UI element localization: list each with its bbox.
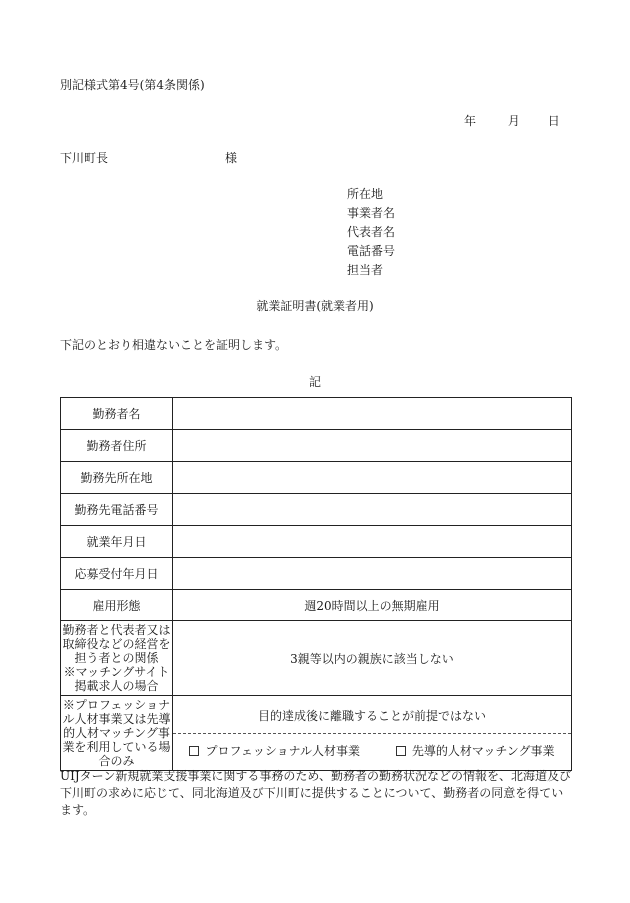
- table-row: [61, 430, 572, 462]
- form-number: 別記様式第4号(第4条関係): [60, 78, 205, 92]
- relation-label-line: 掲載求人の場合: [74, 679, 159, 693]
- relation-label: [61, 621, 173, 696]
- row-label: 勤務者住所: [61, 430, 173, 462]
- checkbox-icon[interactable]: [396, 746, 406, 756]
- option-label: 先導的人材マッチング事業: [411, 743, 555, 758]
- option-label: プロフェッショナル人材事業: [205, 743, 361, 758]
- employment-type-value: 週20時間以上の無期雇用: [173, 590, 572, 621]
- professional-label-line: ※プロフェッショナ: [62, 698, 171, 712]
- addressee: [60, 149, 238, 166]
- date-day-label: 日: [547, 114, 560, 128]
- professional-label-line: 的人材マッチング事: [63, 726, 170, 740]
- applicant-field: 代表者名: [347, 225, 396, 239]
- professional-label-line: ル人材事業又は先導: [62, 712, 171, 726]
- applicant-field: 事業者名: [347, 206, 396, 220]
- table-row: [61, 526, 572, 558]
- applicant-field: 所在地: [347, 187, 384, 201]
- table-row: [61, 494, 572, 526]
- table-row: [61, 621, 572, 696]
- row-label: 応募受付年月日: [61, 558, 173, 590]
- date-month-label: 月: [507, 114, 520, 128]
- table-row: [61, 398, 572, 430]
- row-label: 勤務先所在地: [61, 462, 173, 494]
- table-row: [61, 590, 572, 621]
- applicant-field: 電話番号: [347, 244, 396, 258]
- table-row: [61, 696, 572, 771]
- date-year-label: 年: [464, 114, 477, 128]
- relation-label-line: 担う者との関係: [74, 651, 159, 665]
- row-value[interactable]: [173, 398, 572, 430]
- row-value[interactable]: [173, 462, 572, 494]
- relation-label-line: 勤務者と代表者又は: [62, 623, 171, 637]
- date-line: [464, 112, 560, 129]
- row-label: 勤務先電話番号: [61, 494, 173, 526]
- row-value[interactable]: [173, 430, 572, 462]
- consent-text: UIJターン新規就業支援事業に関する事務のため、勤務者の勤務状況などの情報を、北海道及び下川町の求めに応じて、同北海道及び下川町に提供することについて、勤務者の同意を得ています。: [60, 769, 571, 817]
- row-label: 就業年月日: [61, 526, 173, 558]
- professional-label-line: 合のみ: [98, 754, 135, 768]
- document-title: 就業証明書(就業者用): [256, 299, 374, 313]
- applicant-fields: [347, 185, 395, 280]
- certificate-table: [60, 397, 572, 771]
- professional-options: [173, 734, 571, 768]
- table-row: [61, 558, 572, 590]
- row-value[interactable]: [173, 558, 572, 590]
- option-leading-matching[interactable]: [396, 734, 555, 768]
- addressee-suffix: 様: [225, 151, 238, 165]
- addressee-name: 下川町長: [60, 151, 109, 165]
- intro-text: 下記のとおり相違ないことを証明します。: [60, 338, 288, 352]
- applicant-field: 担当者: [347, 263, 384, 277]
- ki-heading: 記: [308, 375, 321, 389]
- checkbox-icon[interactable]: [189, 746, 199, 756]
- row-label: 雇用形態: [61, 590, 173, 621]
- option-professional[interactable]: [189, 734, 360, 768]
- relation-label-line: ※マッチングサイト: [63, 665, 170, 679]
- row-label: 勤務者名: [61, 398, 173, 430]
- row-value[interactable]: [173, 526, 572, 558]
- relation-label-line: 取締役などの経営を: [62, 637, 171, 651]
- relation-value: 3親等以内の親族に該当しない: [173, 621, 572, 696]
- table-row: [61, 462, 572, 494]
- row-value[interactable]: [173, 494, 572, 526]
- professional-label: [61, 696, 173, 771]
- professional-label-line: 業を利用している場: [62, 740, 171, 754]
- professional-condition: 目的達成後に離職することが前提ではない: [173, 699, 571, 734]
- professional-value-cell: [173, 696, 572, 771]
